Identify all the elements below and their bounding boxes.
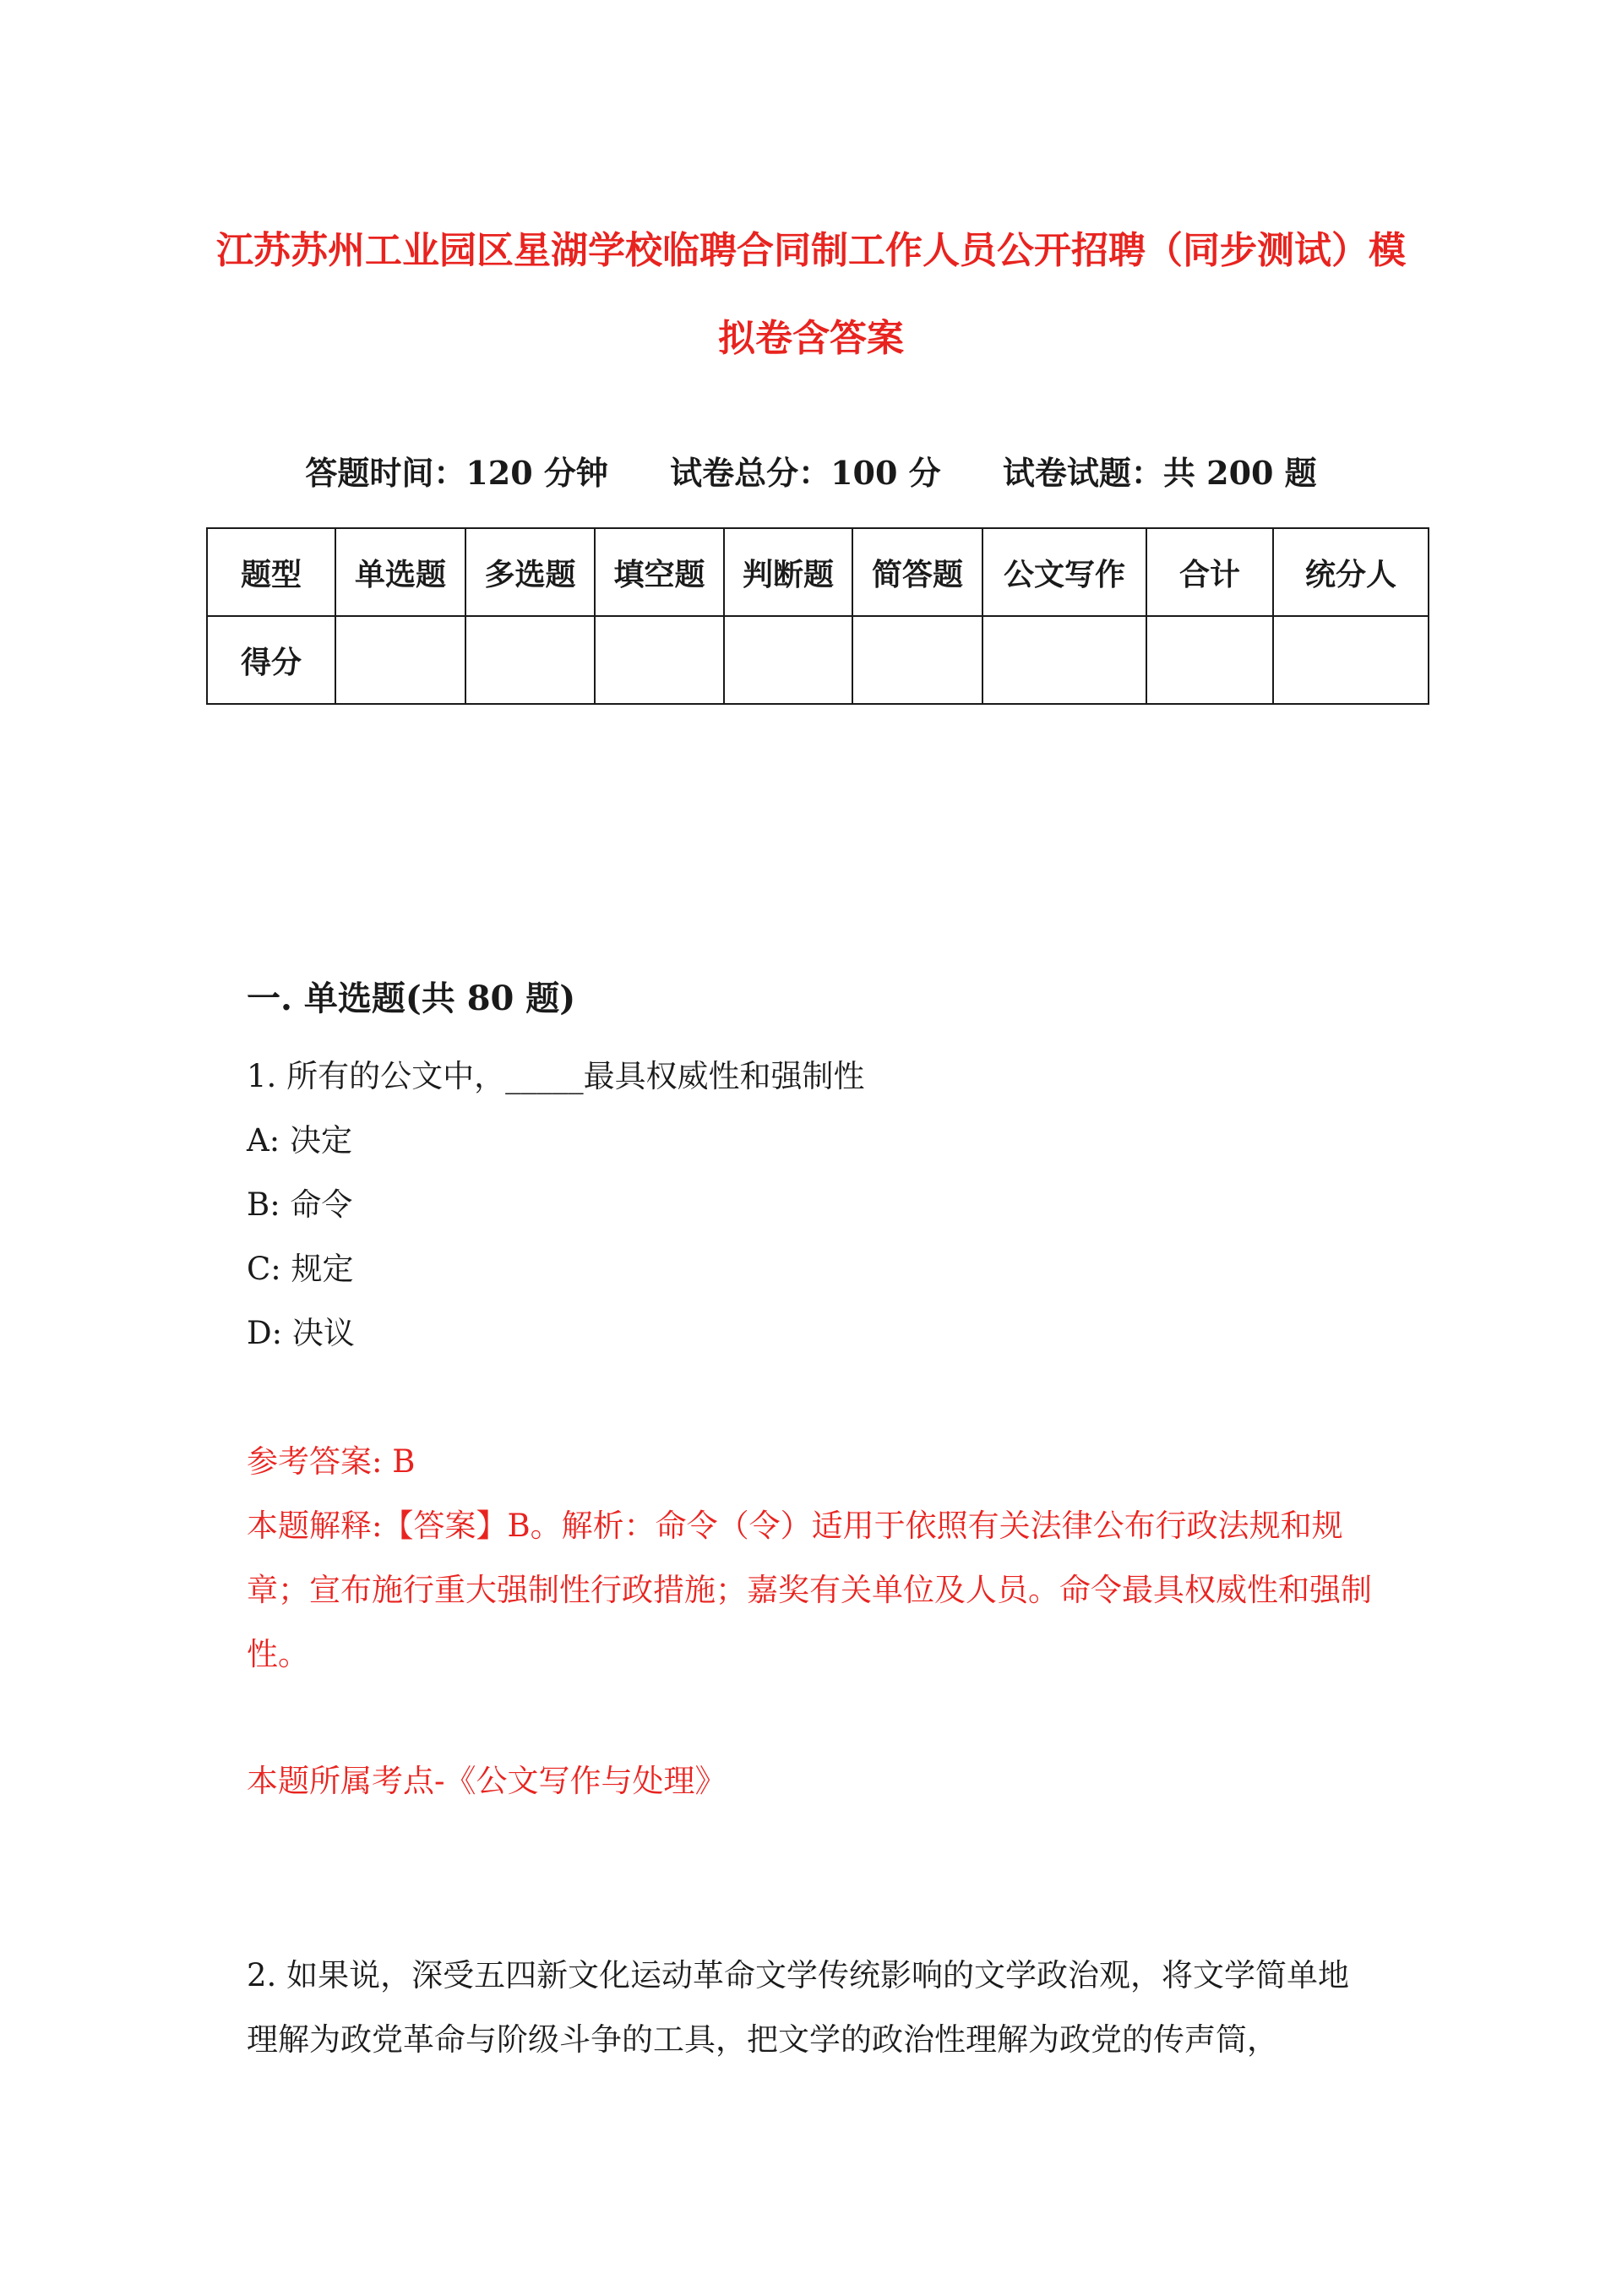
score-cell — [852, 616, 982, 704]
question-1-answer: 参考答案: B — [247, 1443, 416, 1480]
question-2-stem: 2. 如果说，深受五四新文化运动革命文学传统影响的文学政治观，将文学简单地理解为政党革命与阶级斗争的工具，把文学的政治性理解为政党的传声筒， — [247, 1957, 1350, 2058]
exam-question-count: 试卷试题：共 200 题 — [1002, 454, 1317, 492]
score-row-label: 得分 — [207, 616, 335, 704]
score-header-cell: 合计 — [1146, 528, 1273, 616]
score-header-cell: 题型 — [207, 528, 335, 616]
question-1-stem: 1. 所有的公文中，_____最具权威性和强制性 — [247, 1058, 865, 1094]
question-1-topic: 本题所属考点-《公文写作与处理》 — [247, 1763, 727, 1799]
question-1-option-d: D: 决议 — [247, 1315, 355, 1351]
score-header-cell: 单选题 — [335, 528, 465, 616]
question-1-explanation: 本题解释:【答案】B。解析：命令（令）适用于依照有关法律公布行政法规和规章；宣布施行重大强制性行政措施；嘉奖有关单位及人员。命令最具权威性和强制性。 — [247, 1508, 1372, 1672]
score-table-score-row — [207, 616, 1429, 704]
document-title: 江苏苏州工业园区星湖学校临聘合同制工作人员公开招聘（同步测试）模拟卷含答案 — [216, 229, 1406, 360]
score-cell — [1273, 616, 1429, 704]
score-cell — [595, 616, 724, 704]
question-1-option-c: C: 规定 — [247, 1251, 354, 1287]
question-1-option-b: B: 命令 — [247, 1186, 353, 1223]
question-1-option-a: A: 决定 — [247, 1122, 352, 1159]
score-table-header-row — [207, 528, 1429, 616]
score-header-cell: 统分人 — [1273, 528, 1429, 616]
exam-time: 答题时间：120 分钟 — [305, 454, 608, 492]
score-header-cell: 公文写作 — [982, 528, 1146, 616]
score-cell — [724, 616, 852, 704]
score-cell — [982, 616, 1146, 704]
section-heading: 一. 单选题(共 80 题) — [247, 979, 576, 1018]
exam-meta — [0, 450, 1622, 497]
score-table — [206, 527, 1429, 705]
score-header-cell: 填空题 — [595, 528, 724, 616]
score-header-cell: 简答题 — [852, 528, 982, 616]
score-cell — [1146, 616, 1273, 704]
score-header-cell: 判断题 — [724, 528, 852, 616]
score-cell — [335, 616, 465, 704]
exam-total-score: 试卷总分：100 分 — [670, 454, 941, 492]
score-cell — [465, 616, 595, 704]
score-header-cell: 多选题 — [465, 528, 595, 616]
